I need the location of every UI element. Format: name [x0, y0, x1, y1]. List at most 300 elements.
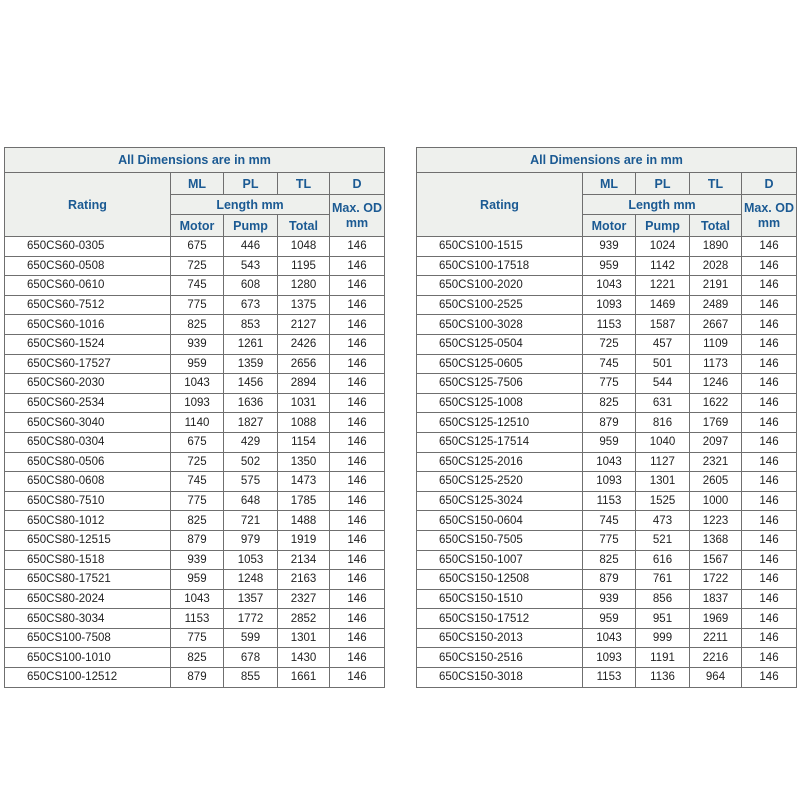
- max-od-cell: 146: [330, 609, 385, 629]
- max-od-cell: 146: [742, 256, 797, 276]
- rating-cell: 650CS80-2024: [5, 589, 171, 609]
- total-length-cell: 2134: [278, 550, 330, 570]
- motor-length-cell: 675: [171, 237, 224, 257]
- total-length-cell: 1173: [690, 354, 742, 374]
- max-od-cell: 146: [330, 354, 385, 374]
- table-row: [417, 295, 797, 315]
- dimensions-table-right: [416, 147, 797, 688]
- total-length-cell: 2489: [690, 295, 742, 315]
- motor-length-cell: 1093: [583, 295, 636, 315]
- max-od-cell: 146: [742, 491, 797, 511]
- pump-length-cell: 1142: [636, 256, 690, 276]
- motor-length-cell: 775: [583, 374, 636, 394]
- pump-length-cell: 1053: [224, 550, 278, 570]
- table-row: [417, 276, 797, 296]
- table-header: [417, 148, 797, 237]
- rating-cell: 650CS125-0605: [417, 354, 583, 374]
- rating-cell: 650CS150-0604: [417, 511, 583, 531]
- rating-cell: 650CS60-0610: [5, 276, 171, 296]
- column-header-motor: Motor: [171, 215, 224, 237]
- motor-length-cell: 775: [583, 530, 636, 550]
- max-od-cell: 146: [742, 354, 797, 374]
- pump-length-cell: 1827: [224, 413, 278, 433]
- pump-length-cell: 853: [224, 315, 278, 335]
- motor-length-cell: 725: [583, 334, 636, 354]
- motor-length-cell: 959: [583, 256, 636, 276]
- motor-length-cell: 1153: [171, 609, 224, 629]
- rating-cell: 650CS80-0506: [5, 452, 171, 472]
- pump-length-cell: 543: [224, 256, 278, 276]
- total-length-cell: 2028: [690, 256, 742, 276]
- column-header-max-od: [330, 195, 385, 237]
- column-header-max-od: [742, 195, 797, 237]
- pump-length-cell: 1772: [224, 609, 278, 629]
- table-row: [5, 530, 385, 550]
- pump-length-cell: 1127: [636, 452, 690, 472]
- motor-length-cell: 879: [171, 668, 224, 688]
- pump-length-cell: 1469: [636, 295, 690, 315]
- pump-length-cell: 608: [224, 276, 278, 296]
- total-length-cell: 1769: [690, 413, 742, 433]
- rating-cell: 650CS80-0608: [5, 472, 171, 492]
- pump-length-cell: 631: [636, 393, 690, 413]
- motor-length-cell: 1140: [171, 413, 224, 433]
- rating-cell: 650CS60-1524: [5, 334, 171, 354]
- max-od-cell: 146: [742, 452, 797, 472]
- column-header-pl: PL: [636, 173, 690, 195]
- column-header-total: Total: [278, 215, 330, 237]
- column-header-total: Total: [690, 215, 742, 237]
- table-header: [5, 148, 385, 237]
- total-length-cell: 1031: [278, 393, 330, 413]
- max-od-cell: 146: [330, 295, 385, 315]
- table-row: [5, 511, 385, 531]
- rating-cell: 650CS125-12510: [417, 413, 583, 433]
- column-header-tl: TL: [278, 173, 330, 195]
- max-od-label: Max. OD: [331, 200, 382, 215]
- rating-cell: 650CS60-7512: [5, 295, 171, 315]
- rating-cell: 650CS125-2520: [417, 472, 583, 492]
- max-od-cell: 146: [742, 530, 797, 550]
- total-length-cell: 1473: [278, 472, 330, 492]
- total-length-cell: 1837: [690, 589, 742, 609]
- table-row: [5, 609, 385, 629]
- rating-cell: 650CS60-3040: [5, 413, 171, 433]
- max-od-label: Max. OD: [743, 200, 794, 215]
- motor-length-cell: 775: [171, 491, 224, 511]
- total-length-cell: 2216: [690, 648, 742, 668]
- rating-cell: 650CS125-2016: [417, 452, 583, 472]
- motor-length-cell: 775: [171, 295, 224, 315]
- rating-cell: 650CS60-17527: [5, 354, 171, 374]
- motor-length-cell: 879: [171, 530, 224, 550]
- column-header-ml: ML: [171, 173, 224, 195]
- rating-cell: 650CS80-12515: [5, 530, 171, 550]
- table-row: [417, 256, 797, 276]
- max-od-cell: 146: [330, 413, 385, 433]
- max-od-cell: 146: [742, 550, 797, 570]
- motor-length-cell: 1043: [171, 374, 224, 394]
- table-row: [5, 295, 385, 315]
- total-length-cell: 1280: [278, 276, 330, 296]
- motor-length-cell: 959: [583, 609, 636, 629]
- max-od-cell: 146: [330, 315, 385, 335]
- max-od-unit: mm: [757, 215, 781, 230]
- table-row: [417, 609, 797, 629]
- total-length-cell: 1109: [690, 334, 742, 354]
- motor-length-cell: 1043: [583, 452, 636, 472]
- total-length-cell: 1088: [278, 413, 330, 433]
- table-row: [5, 334, 385, 354]
- max-od-cell: 146: [742, 393, 797, 413]
- motor-length-cell: 825: [171, 315, 224, 335]
- motor-length-cell: 1153: [583, 315, 636, 335]
- total-length-cell: 2127: [278, 315, 330, 335]
- total-length-cell: 2097: [690, 432, 742, 452]
- table-row: [5, 648, 385, 668]
- pump-length-cell: 1136: [636, 668, 690, 688]
- motor-length-cell: 1093: [583, 472, 636, 492]
- rating-cell: 650CS80-1012: [5, 511, 171, 531]
- pump-length-cell: 678: [224, 648, 278, 668]
- total-length-cell: 1368: [690, 530, 742, 550]
- pump-length-cell: 721: [224, 511, 278, 531]
- max-od-cell: 146: [742, 315, 797, 335]
- pump-length-cell: 502: [224, 452, 278, 472]
- table-title-row: [5, 148, 385, 173]
- table-row: [5, 668, 385, 688]
- table-row: [5, 393, 385, 413]
- pump-length-cell: 673: [224, 295, 278, 315]
- table-row: [417, 530, 797, 550]
- total-length-cell: 1567: [690, 550, 742, 570]
- motor-length-cell: 825: [171, 511, 224, 531]
- motor-length-cell: 1153: [583, 491, 636, 511]
- max-od-cell: 146: [330, 432, 385, 452]
- table-row: [417, 354, 797, 374]
- pump-length-cell: 457: [636, 334, 690, 354]
- pump-length-cell: 1261: [224, 334, 278, 354]
- total-length-cell: 2667: [690, 315, 742, 335]
- column-header-motor: Motor: [583, 215, 636, 237]
- pump-length-cell: 761: [636, 570, 690, 590]
- max-od-cell: 146: [330, 393, 385, 413]
- table-body-right: [417, 237, 797, 688]
- total-length-cell: 1969: [690, 609, 742, 629]
- max-od-cell: 146: [330, 472, 385, 492]
- motor-length-cell: 725: [171, 256, 224, 276]
- rating-cell: 650CS125-3024: [417, 491, 583, 511]
- table-row: [417, 413, 797, 433]
- motor-length-cell: 745: [583, 354, 636, 374]
- total-length-cell: 1785: [278, 491, 330, 511]
- total-length-cell: 1154: [278, 432, 330, 452]
- rating-cell: 650CS80-17521: [5, 570, 171, 590]
- motor-length-cell: 1043: [583, 628, 636, 648]
- pump-length-cell: 1191: [636, 648, 690, 668]
- max-od-cell: 146: [742, 334, 797, 354]
- total-length-cell: 1722: [690, 570, 742, 590]
- pump-length-cell: 1636: [224, 393, 278, 413]
- column-header-pump: Pump: [224, 215, 278, 237]
- rating-cell: 650CS60-2534: [5, 393, 171, 413]
- max-od-cell: 146: [742, 511, 797, 531]
- rating-cell: 650CS100-2020: [417, 276, 583, 296]
- rating-cell: 650CS100-2525: [417, 295, 583, 315]
- max-od-cell: 146: [742, 237, 797, 257]
- motor-length-cell: 745: [171, 276, 224, 296]
- pump-length-cell: 1357: [224, 589, 278, 609]
- total-length-cell: 2163: [278, 570, 330, 590]
- max-od-cell: 146: [330, 589, 385, 609]
- total-length-cell: 1622: [690, 393, 742, 413]
- total-length-cell: 2894: [278, 374, 330, 394]
- column-header-d: D: [330, 173, 385, 195]
- column-header-rating: Rating: [417, 173, 583, 237]
- total-length-cell: 1430: [278, 648, 330, 668]
- motor-length-cell: 825: [583, 550, 636, 570]
- pump-length-cell: 521: [636, 530, 690, 550]
- pump-length-cell: 446: [224, 237, 278, 257]
- rating-cell: 650CS150-2013: [417, 628, 583, 648]
- max-od-cell: 146: [742, 570, 797, 590]
- table-row: [417, 315, 797, 335]
- rating-cell: 650CS80-1518: [5, 550, 171, 570]
- total-length-cell: 1375: [278, 295, 330, 315]
- max-od-cell: 146: [330, 374, 385, 394]
- max-od-cell: 146: [330, 276, 385, 296]
- motor-length-cell: 1093: [171, 393, 224, 413]
- rating-cell: 650CS125-0504: [417, 334, 583, 354]
- motor-length-cell: 825: [171, 648, 224, 668]
- rating-cell: 650CS125-17514: [417, 432, 583, 452]
- total-length-cell: 1488: [278, 511, 330, 531]
- pump-length-cell: 575: [224, 472, 278, 492]
- table-row: [417, 393, 797, 413]
- max-od-cell: 146: [330, 491, 385, 511]
- table-title-row: [417, 148, 797, 173]
- pump-length-cell: 951: [636, 609, 690, 629]
- pump-length-cell: 1456: [224, 374, 278, 394]
- header-row-codes: [417, 173, 797, 195]
- total-length-cell: 1223: [690, 511, 742, 531]
- motor-length-cell: 825: [583, 393, 636, 413]
- max-od-cell: 146: [742, 628, 797, 648]
- pump-length-cell: 1024: [636, 237, 690, 257]
- table-row: [417, 511, 797, 531]
- pump-length-cell: 473: [636, 511, 690, 531]
- table-body-left: [5, 237, 385, 688]
- max-od-cell: 146: [742, 668, 797, 688]
- column-header-ml: ML: [583, 173, 636, 195]
- max-od-cell: 146: [330, 570, 385, 590]
- motor-length-cell: 959: [171, 570, 224, 590]
- max-od-cell: 146: [330, 530, 385, 550]
- pump-length-cell: 856: [636, 589, 690, 609]
- pump-length-cell: 1221: [636, 276, 690, 296]
- column-header-pump: Pump: [636, 215, 690, 237]
- motor-length-cell: 775: [171, 628, 224, 648]
- total-length-cell: 2656: [278, 354, 330, 374]
- rating-cell: 650CS60-0305: [5, 237, 171, 257]
- header-row-codes: [5, 173, 385, 195]
- table-row: [5, 472, 385, 492]
- pump-length-cell: 1248: [224, 570, 278, 590]
- column-header-pl: PL: [224, 173, 278, 195]
- rating-cell: 650CS80-7510: [5, 491, 171, 511]
- pump-length-cell: 979: [224, 530, 278, 550]
- max-od-cell: 146: [742, 413, 797, 433]
- total-length-cell: 2211: [690, 628, 742, 648]
- table-row: [5, 452, 385, 472]
- table-row: [5, 354, 385, 374]
- total-length-cell: 1000: [690, 491, 742, 511]
- table-row: [417, 452, 797, 472]
- table-title: All Dimensions are in mm: [5, 148, 385, 173]
- rating-cell: 650CS150-7505: [417, 530, 583, 550]
- motor-length-cell: 675: [171, 432, 224, 452]
- table-row: [5, 413, 385, 433]
- motor-length-cell: 879: [583, 570, 636, 590]
- table-row: [5, 589, 385, 609]
- max-od-cell: 146: [742, 648, 797, 668]
- max-od-cell: 146: [330, 256, 385, 276]
- total-length-cell: 1919: [278, 530, 330, 550]
- table-row: [417, 550, 797, 570]
- total-length-cell: 2191: [690, 276, 742, 296]
- pump-length-cell: 855: [224, 668, 278, 688]
- max-od-cell: 146: [742, 276, 797, 296]
- total-length-cell: 1890: [690, 237, 742, 257]
- pump-length-cell: 816: [636, 413, 690, 433]
- motor-length-cell: 939: [171, 550, 224, 570]
- rating-cell: 650CS100-12512: [5, 668, 171, 688]
- max-od-cell: 146: [330, 237, 385, 257]
- max-od-cell: 146: [742, 472, 797, 492]
- max-od-cell: 146: [330, 628, 385, 648]
- total-length-cell: 2852: [278, 609, 330, 629]
- rating-cell: 650CS150-17512: [417, 609, 583, 629]
- total-length-cell: 2426: [278, 334, 330, 354]
- column-header-rating: Rating: [5, 173, 171, 237]
- total-length-cell: 964: [690, 668, 742, 688]
- rating-cell: 650CS100-17518: [417, 256, 583, 276]
- pump-length-cell: 1525: [636, 491, 690, 511]
- column-header-d: D: [742, 173, 797, 195]
- table-row: [5, 570, 385, 590]
- table-row: [5, 550, 385, 570]
- rating-cell: 650CS100-1010: [5, 648, 171, 668]
- table-row: [417, 570, 797, 590]
- pump-length-cell: 544: [636, 374, 690, 394]
- pump-length-cell: 1587: [636, 315, 690, 335]
- rating-cell: 650CS60-0508: [5, 256, 171, 276]
- motor-length-cell: 959: [171, 354, 224, 374]
- pump-length-cell: 616: [636, 550, 690, 570]
- table-row: [417, 237, 797, 257]
- table-row: [5, 276, 385, 296]
- rating-cell: 650CS100-7508: [5, 628, 171, 648]
- motor-length-cell: 1043: [583, 276, 636, 296]
- total-length-cell: 2605: [690, 472, 742, 492]
- table-row: [417, 472, 797, 492]
- table-row: [417, 648, 797, 668]
- table-row: [5, 374, 385, 394]
- pump-length-cell: 648: [224, 491, 278, 511]
- pump-length-cell: 999: [636, 628, 690, 648]
- pump-length-cell: 599: [224, 628, 278, 648]
- max-od-cell: 146: [330, 452, 385, 472]
- max-od-cell: 146: [742, 432, 797, 452]
- max-od-cell: 146: [330, 334, 385, 354]
- rating-cell: 650CS80-0304: [5, 432, 171, 452]
- rating-cell: 650CS100-3028: [417, 315, 583, 335]
- rating-cell: 650CS100-1515: [417, 237, 583, 257]
- rating-cell: 650CS150-1007: [417, 550, 583, 570]
- table-row: [5, 237, 385, 257]
- total-length-cell: 1195: [278, 256, 330, 276]
- max-od-cell: 146: [330, 668, 385, 688]
- max-od-cell: 146: [742, 374, 797, 394]
- motor-length-cell: 1043: [171, 589, 224, 609]
- column-header-tl: TL: [690, 173, 742, 195]
- table-row: [417, 334, 797, 354]
- dimensions-table-left: [4, 147, 385, 688]
- rating-cell: 650CS125-1008: [417, 393, 583, 413]
- motor-length-cell: 1153: [583, 668, 636, 688]
- motor-length-cell: 959: [583, 432, 636, 452]
- table-row: [417, 374, 797, 394]
- motor-length-cell: 745: [583, 511, 636, 531]
- rating-cell: 650CS150-2516: [417, 648, 583, 668]
- max-od-cell: 146: [742, 589, 797, 609]
- column-header-length-mm: Length mm: [583, 195, 742, 215]
- table-row: [417, 668, 797, 688]
- max-od-cell: 146: [330, 550, 385, 570]
- max-od-cell: 146: [742, 609, 797, 629]
- total-length-cell: 1048: [278, 237, 330, 257]
- rating-cell: 650CS125-7506: [417, 374, 583, 394]
- rating-cell: 650CS80-3034: [5, 609, 171, 629]
- pump-length-cell: 429: [224, 432, 278, 452]
- rating-cell: 650CS60-1016: [5, 315, 171, 335]
- table-row: [417, 589, 797, 609]
- max-od-cell: 146: [742, 295, 797, 315]
- rating-cell: 650CS150-3018: [417, 668, 583, 688]
- table-row: [5, 315, 385, 335]
- total-length-cell: 1350: [278, 452, 330, 472]
- column-header-length-mm: Length mm: [171, 195, 330, 215]
- rating-cell: 650CS60-2030: [5, 374, 171, 394]
- max-od-unit: mm: [345, 215, 369, 230]
- motor-length-cell: 939: [171, 334, 224, 354]
- motor-length-cell: 879: [583, 413, 636, 433]
- total-length-cell: 1301: [278, 628, 330, 648]
- total-length-cell: 2321: [690, 452, 742, 472]
- pump-length-cell: 501: [636, 354, 690, 374]
- table-row: [5, 628, 385, 648]
- table-row: [417, 432, 797, 452]
- pump-length-cell: 1359: [224, 354, 278, 374]
- max-od-cell: 146: [330, 648, 385, 668]
- rating-cell: 650CS150-12508: [417, 570, 583, 590]
- pump-length-cell: 1040: [636, 432, 690, 452]
- max-od-cell: 146: [330, 511, 385, 531]
- table-row: [5, 432, 385, 452]
- table-row: [417, 491, 797, 511]
- motor-length-cell: 745: [171, 472, 224, 492]
- rating-cell: 650CS150-1510: [417, 589, 583, 609]
